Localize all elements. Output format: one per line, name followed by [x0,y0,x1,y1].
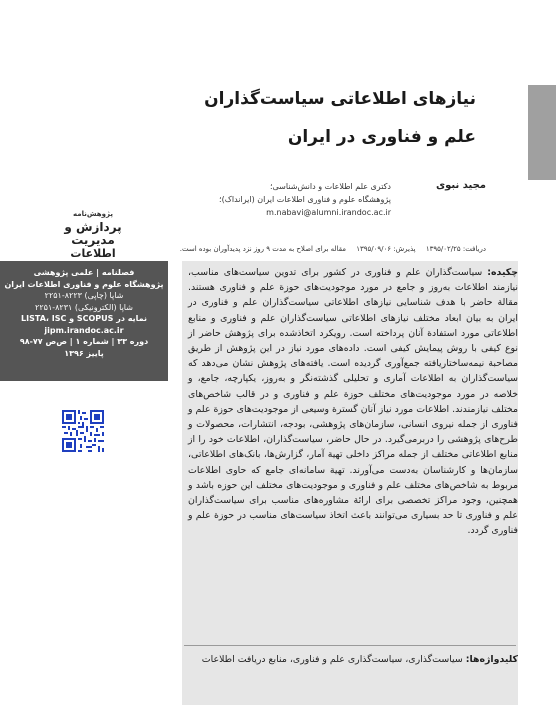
abstract-text: سیاست‌گذاران علم و فناوری در کشور برای تدوین سیاست‌های مناسب، نیازمند اطلاعات به‌روز و جامع در مورد موجودیت‌های حوزة علم و فناوری هستند. مقالة حاضر با هدف شناسایی نیازهای اطلاعاتی سیاست‌گذاران علم و فناوری در ایران به بیان ابعاد مختلف نیازهای اطلاعاتی سیاست‌گذاران علم و فناوری و منابع اطلاعاتی مورد استفادة آنان پرداخته است. رویکرد اتخاذشده برای پژوهش حاضر از نوع کیفی با روش پیمایش کیفی است. داده‌های مورد نیاز در این پژوهش از طریق مصاحبة نیمه‌ساختاریافته جمع‌آوری گردیده است. یافته‌های پژوهش نشان می‌دهد که سیاست‌گذاران به اطلاعات آماری و تحلیلی گذشته‌نگر و به‌روز، یکپارچه، جامع، و خلاصه در مورد موجودیت‌های مختلف حوزة علم و فناوری و در قالب شاخص‌های مختلف نیازمندند. اطلاعات مورد نیاز آنان گسترة وسیعی از موجودیت‌های حوزة علم و فناوری از جمله نیروی انسانی، سازمان‌های پژوهشی، بودجه، انتشارات، محصولات و طرح‌های پژوهشی را دربرمی‌گیرد. در حال حاضر، سیاست‌گذاران، اطلاعات خود را از منابع اطلاعاتی مختلف از جمله مراکز داخلی تهیة آمار، گزارش‌ها، بانک‌های اطلاعاتی، سازمان‌ها و کارشناسان به‌دست می‌آورند. تهیة سامانه‌ای جامع که حاوی اطلاعات مربوط به شاخص‌های مختلف علم و فناوری و موجودیت‌های مختلف این حوزه باشد و همچنین، وجود مراکز تخصصی برای ارائة مشاوره‌های مناسب برای سیاست‌گذاران علم و فناوری تا حد بسیاری می‌توانند باعث اتخاذ سیاست‌های مناسب در حوزة علم و فناوری گردد. [188,267,518,537]
affiliation-line-2: پژوهشگاه علوم و فناوری اطلاعات ایران (ایرانداک)؛ [219,195,391,204]
keywords-text: سیاست‌گذاری، سیاست‌گذاری علم و فناوری، منابع دریافت اطلاعات [201,654,463,665]
journal-publisher: پژوهشگاه علوم و فناوری اطلاعات ایران [4,279,164,289]
received-date: دریافت: ۱۳۹۵/۰۲/۲۵ [425,245,486,253]
corner-tab [528,85,556,180]
journal-issn-print: شاپا (چاپی) ۸۲۲۳-۲۲۵۱ [44,291,124,300]
abstract [188,265,518,539]
journal-info-panel [0,261,168,381]
keywords [188,652,518,668]
journal-volume-issue: دوره ۳۳ | شماره ۱ | ص‌ص ۷۷-۹۸ [19,337,149,346]
author-email[interactable]: m.nabavi@alumni.irandoc.ac.ir [266,208,391,217]
logo-line-2: پردازش و مدیریت [64,220,122,247]
logo-line-1: پژوهش‌نامه [73,210,113,218]
keywords-label: کلیدواژه‌ها: [465,654,518,665]
affiliation-line-1: دکتری علم اطلاعات و دانش‌شناسی؛ [269,182,391,191]
article-title [76,80,476,156]
journal-season: پاییز ۱۳۹۶ [64,348,104,358]
abstract-label: چکیده: [487,267,518,278]
title-line-2: علم و فناوری در ایران [287,127,476,147]
title-line-1: نیازهای اطلاعاتی سیاست‌گذاران [204,89,476,109]
journal-type: فصلنامه | علمی پژوهشی [33,268,135,277]
journal-website[interactable]: jipm.irandoc.ac.ir [44,325,124,335]
keywords-divider [184,645,516,646]
accepted-date: پذیرش: ۱۳۹۵/۰۹/۰۶ [356,245,416,253]
journal-issn-online: شاپا (الکترونیکی) ۸۲۳۱-۲۲۵۱ [35,302,133,312]
author-affiliation [181,180,391,219]
article-dates [76,245,486,253]
journal-indexing: نمایه در SCOPUS و LISTA، ISC [21,314,147,323]
qr-code [62,410,104,452]
author-name: مجید نبوی [435,180,486,191]
logo-line-3: اطلاعات [70,247,116,260]
revision-note: مقاله برای اصلاح به مدت ۹ روز نزد پدیدآوران بوده است. [179,245,346,253]
